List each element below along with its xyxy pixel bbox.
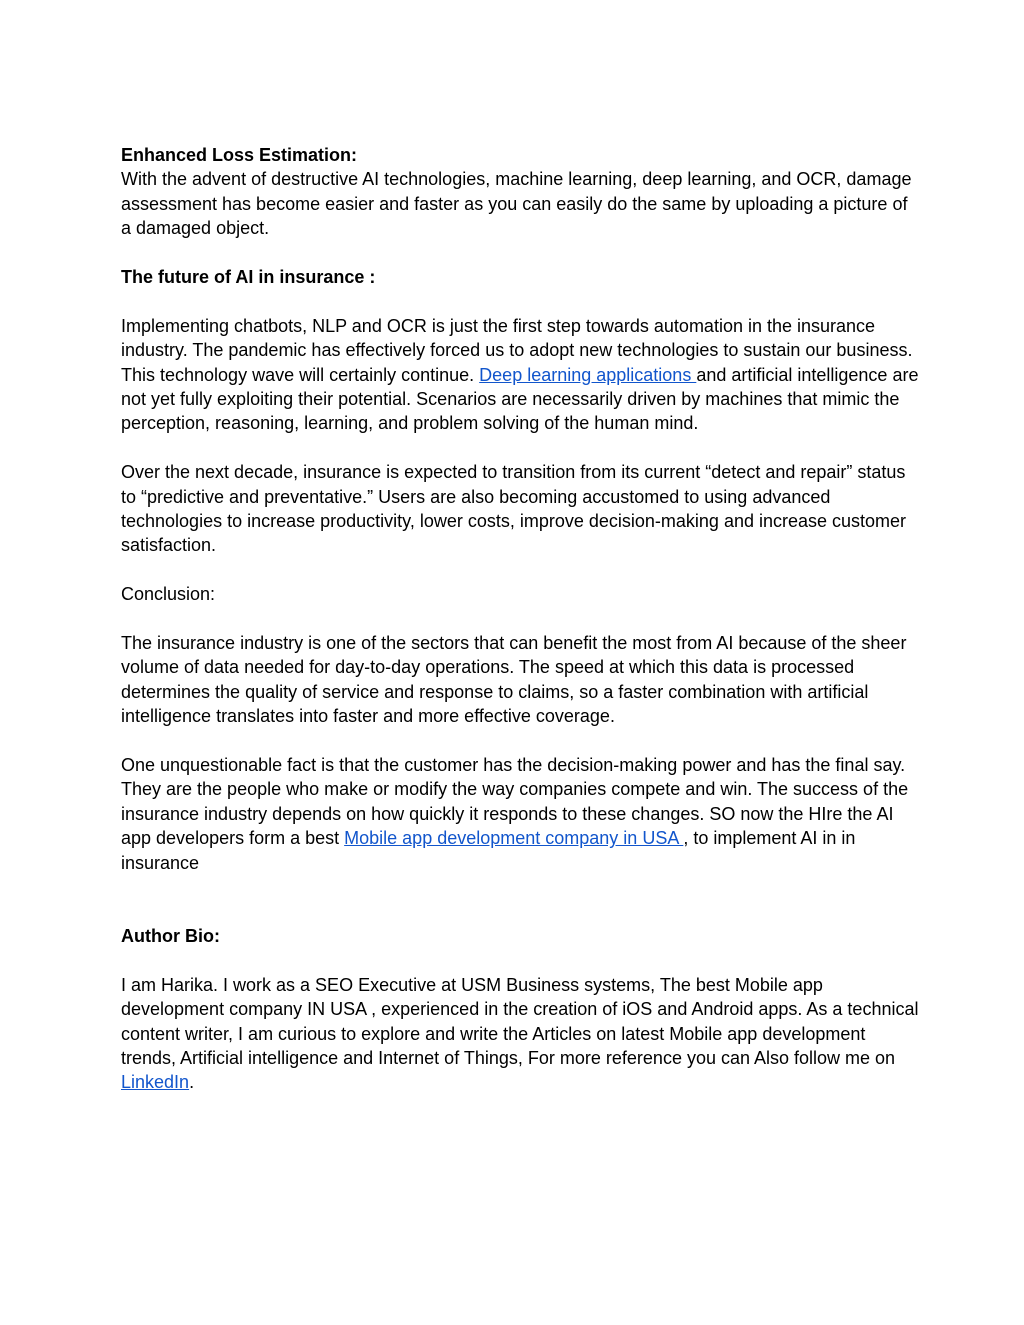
linkedin-link[interactable]: LinkedIn [121, 1072, 190, 1093]
paragraph-text: and artificial intelligence are not yet fully exploiting their potential. Scenarios are necessarily driven by machines that mimic the perception, reasoning, learning, and problem solving of the human mind. [121, 364, 919, 434]
paragraph-text: , to implement AI in in insurance [121, 828, 856, 873]
paragraph-next-decade: Over the next decade, insurance is expected to transition from its current “detect and repair” status to “predictive and preventative.” Users are also becoming accustomed to using advanced technologies to increase productivity, lower costs, improve decision-making and increase customer satisfaction. [121, 462, 907, 556]
document-page [121, 143, 921, 1095]
paragraph-author-bio [121, 973, 921, 1095]
deep-learning-applications-link[interactable]: Deep learning applications [479, 364, 697, 385]
paragraph-text: One unquestionable fact is that the customer has the decision-making power and has the final say. They are the people who make or modify the way companies compete and win. The success of the insurance industry depends on how quickly it responds to these changes. SO now the HIre the AI app developers form a best [121, 755, 909, 849]
paragraph-text: I am Harika. I work as a SEO Executive at USM Business systems, The best Mobile app development company IN USA , experienced in the creation of iOS and Android apps. As a technical content writer, I am curious to explore and write the Articles on latest Mobile app development trends, Artificial intelligence and Internet of Things, For more reference you can Also follow me on [121, 974, 919, 1068]
paragraph-implementing-chatbots [121, 314, 921, 436]
paragraph-text: Implementing chatbots, NLP and OCR is just the first step towards automation in the insurance industry. The pandemic has effectively forced us to adopt new technologies to sustain our business. This technology wave will certainly continue. [121, 315, 913, 385]
section-heading-future-of-ai: The future of AI in insurance : [121, 267, 376, 288]
section-heading-loss-estimation: Enhanced Loss Estimation: [121, 145, 358, 165]
section-heading-author-bio: Author Bio: [121, 925, 220, 946]
paragraph-customer-power [121, 753, 921, 875]
paragraph-insurance-industry: The insurance industry is one of the sectors that can benefit the most from AI because of the sheer volume of data needed for day-to-day operations. The speed at which this data is processed determines the quality of service and response to claims, so a faster combination with artificial intelligence translates into faster and more effective coverage. [121, 633, 907, 727]
section-heading-conclusion: Conclusion: [121, 584, 216, 605]
paragraph-text: . [189, 1072, 195, 1093]
paragraph-loss-estimation: With the advent of destructive AI technologies, machine learning, deep learning, and OCR, damage assessment has become easier and faster as you can easily do the same by uploading a picture of a damaged object. [121, 169, 912, 239]
mobile-app-development-company-link[interactable]: Mobile app development company in USA [344, 828, 684, 849]
